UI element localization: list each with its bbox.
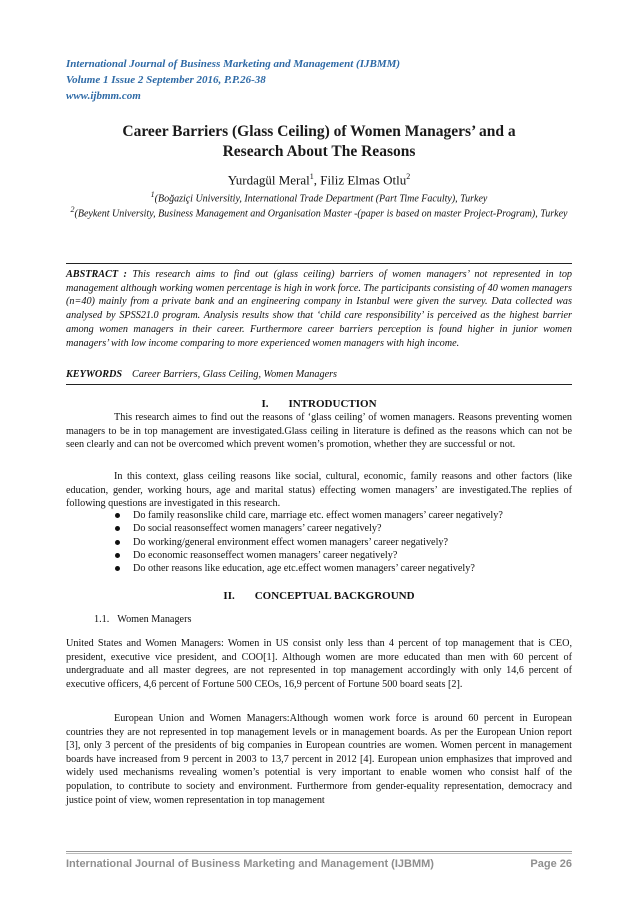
journal-volume: Volume 1 Issue 2 September 2016, P.P.26-38 bbox=[66, 74, 266, 86]
keywords-bottom-rule bbox=[66, 384, 572, 385]
bullet-icon bbox=[115, 540, 120, 545]
affiliation-2-text: (Beykent University, Business Management and Organisation Master -(paper is based on master Project-Program), Turkey bbox=[74, 208, 568, 220]
author-2-affiliation-mark: 2 bbox=[406, 172, 411, 181]
intro-paragraph-2: In this context, glass ceiling reasons like social, cultural, economic, family reasons and other factors (like education, gender, working hours, age and marital status) effecting women managers’ are investigated.The replies of following questions are investigated in this research. bbox=[66, 471, 572, 510]
intro-paragraph-1: This research aimes to find out the reasons of ‘glass ceiling’ of women managers. Reasons preventing women managers to be in top management are investigated.Glass ceiling in literature is defined as the reasons which can not be seen clearly and can not be overcomed which prevent women’s promotion, whether they are successful or not. bbox=[66, 412, 572, 451]
section-number: I. bbox=[261, 398, 269, 410]
section-number: II. bbox=[223, 590, 235, 602]
research-questions-list bbox=[114, 509, 572, 575]
title-line-1: Career Barriers (Glass Ceiling) of Women Managers’ and a bbox=[122, 123, 516, 140]
page-footer bbox=[66, 857, 572, 871]
footer-journal: International Journal of Business Marketing and Management (IJBMM) bbox=[66, 858, 434, 870]
section-heading-introduction bbox=[66, 397, 572, 411]
section-title: INTRODUCTION bbox=[288, 398, 377, 410]
journal-header bbox=[66, 56, 586, 104]
question-text: Do family reasonslike child care, marriage etc. effect women managers’ career negatively? bbox=[133, 510, 503, 521]
bullet-icon bbox=[115, 566, 120, 571]
bullet-icon bbox=[115, 513, 120, 518]
title-line-2: Research About The Reasons bbox=[222, 143, 416, 160]
question-text: Do other reasons like education, age etc.effect women managers’ career negatively? bbox=[133, 563, 475, 575]
abstract-text: This research aims to find out (glass ceiling) barriers of women managers’ not represented in top management although working women percentage is high in work force. The participants consisting of 40 women managers (n=40) mainly from a private bank and an engineering company in Istanbul were given the survey. Data collected was analysed by SPSS21.0 program. Analysis results show that ‘child care responsibility’ is perceived as the highest barrier among women managers in their career. Furthermore career barriers perception is found higher in junior women managers’ with low income comparing to more experienced women managers with high income. bbox=[66, 269, 573, 349]
list-item bbox=[114, 536, 572, 549]
journal-url[interactable]: www.ijbmm.com bbox=[66, 90, 141, 102]
author-1-affiliation-mark: 1 bbox=[309, 172, 314, 181]
subsection-heading bbox=[94, 613, 191, 626]
keywords-text: Career Barriers, Glass Ceiling, Women Managers bbox=[132, 369, 338, 380]
abstract-top-rule bbox=[66, 263, 572, 264]
list-item bbox=[114, 562, 572, 575]
list-item bbox=[114, 509, 572, 522]
affiliation-1-text: (Boğaziçi Universitiy, International Trade Department (Part Time Faculty), Turkey bbox=[154, 193, 488, 205]
question-text: Do economic reasonseffect women managers’ career negatively? bbox=[133, 549, 398, 561]
abstract-label: ABSTRACT : bbox=[66, 269, 127, 280]
bullet-icon bbox=[115, 553, 120, 558]
page-number: Page 26 bbox=[530, 858, 572, 870]
subsection-title: Women Managers bbox=[117, 614, 192, 625]
question-text: Do social reasonseffect women managers’ career negatively? bbox=[133, 523, 382, 535]
section-heading-conceptual-background bbox=[66, 589, 572, 603]
background-paragraph-2: European Union and Women Managers:Although women work force is around 60 percent in European countries they are not represented in top management levels or in management boards. As per the European Union report [3], only 3 percent of the presidents of big companies in European countries are women. Women percent in management boards have increased from 9 percent in 2003 to 13,7 percent in 2012 [4]. European union emphasizes that improved and widely used mechanisms revealing women’s potential is very important to enable women who consist half of the population, to contribute to society and environment. Furthermore from gender-equality representation, democracy and justice point of view, women representation in top management bbox=[66, 713, 572, 806]
list-item bbox=[114, 522, 572, 535]
footer-rule bbox=[66, 851, 572, 852]
affiliation-2 bbox=[66, 203, 572, 220]
affiliation-2-mark: 2 bbox=[70, 205, 75, 214]
author-1: Yurdagül Meral bbox=[227, 172, 310, 188]
abstract bbox=[66, 268, 572, 350]
question-text: Do working/general environment effect women managers’ career negatively? bbox=[133, 536, 449, 548]
author-separator: , bbox=[313, 172, 321, 188]
journal-name: International Journal of Business Marketing and Management (IJBMM) bbox=[66, 58, 401, 70]
paper-title bbox=[66, 122, 572, 162]
bullet-icon bbox=[115, 526, 120, 531]
keywords-label: KEYWORDS bbox=[66, 369, 123, 380]
author-list bbox=[66, 169, 572, 188]
keywords bbox=[66, 368, 572, 381]
author-2: Filiz Elmas Otlu bbox=[320, 172, 407, 188]
affiliation-1-mark: 1 bbox=[150, 190, 155, 199]
background-paragraph-1: United States and Women Managers: Women in US consist only less than 4 percent of top management that is CEO, president, executive vice president, and COO[1]. Although women are more educated than men with 60 percent of undergraduate and all master degrees, are not represented in top management accordingly with only 14,6 percent of executive officers, 4,6 percent of Fortune 500 CEOs, 16,9 percent of Fortune 500 board seats [2]. bbox=[66, 638, 572, 690]
list-item bbox=[114, 549, 572, 562]
footer-rule-secondary bbox=[66, 853, 572, 854]
section-title: CONCEPTUAL BACKGROUND bbox=[254, 590, 415, 602]
subsection-number: 1.1. bbox=[94, 614, 110, 625]
